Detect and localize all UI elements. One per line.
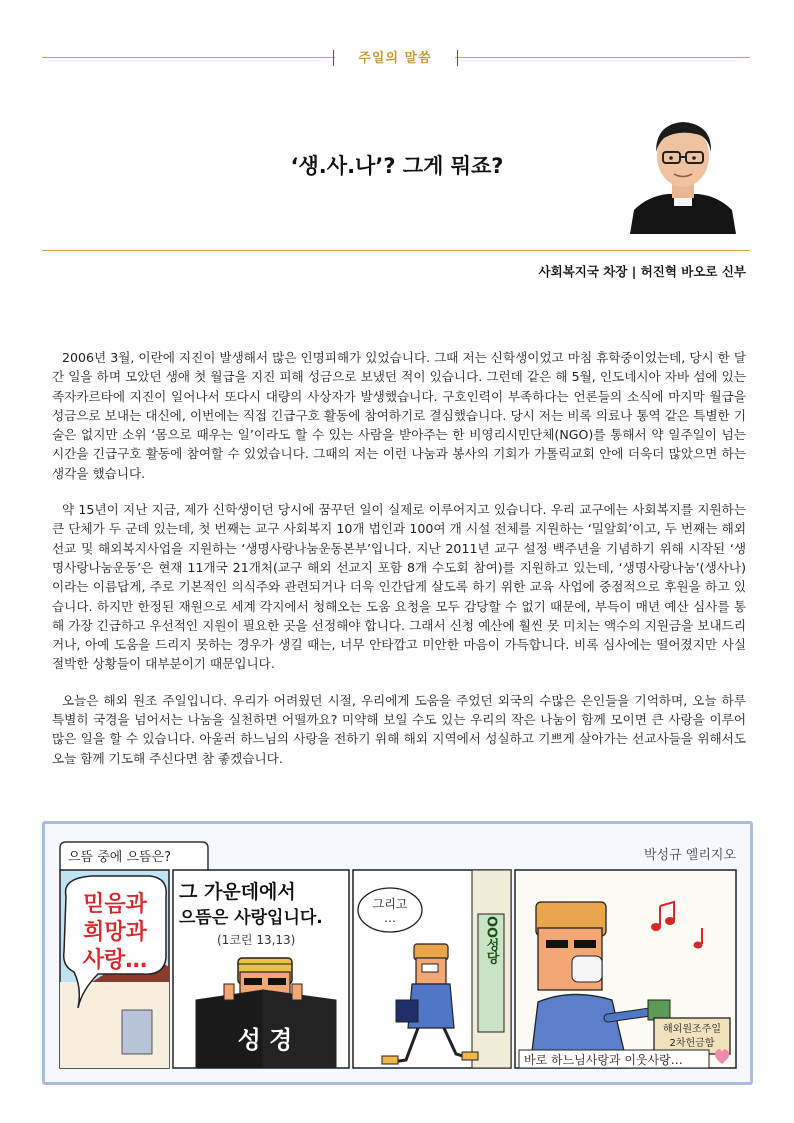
panel3-speech-line1: 그리고 bbox=[372, 897, 408, 911]
byline: 사회복지국 차장 | 허진혁 바오로 신부 bbox=[538, 264, 746, 279]
header-divider-right bbox=[457, 50, 458, 66]
comic-tab-title: 으뜸 중에 으뜸은? bbox=[68, 850, 172, 865]
paragraph-1: 2006년 3월, 이란에 지진이 발생해서 많은 인명피해가 있었습니다. 그때 저는 신학생이었고 마침 휴학중이었는데, 당시 한 달간 일을 하며 모았던 생애 첫 월급을 지진 피해 성금으로 보냈던 적이 있습니다. 그런데 같은 해 5월, 인도네시아 자바 섬에 있는 족자카르타에 지진이 일어나서 또다시 대량의 사상자가 발생했습니다. 구호인력이 부족하다는 언론들의 소식에 마지막 월급을 성금으로 보내는 대신에, 이번에는 직접 긴급구호 활동에 참여하기로 결심했습니다. 당시 저는 비록 의료나 통역 같은 특별한 기술은 없지만 소위 ‘몸으로 때우는 일’이라도 할 수 있는 사람을 받아주는 한 비영리시민단체(NGO)를 통해서 약 일주일이 넘는 시간을 긴급구호 활동에 참여할 수 있었습니다. 그때의 저는 이런 나눔과 봉사의 기회가 가톨릭교회 안에 더욱더 많았으면 하는 생각을 했습니다. bbox=[52, 350, 746, 481]
page-title: ‘생.사.나’? 그게 뭐죠? bbox=[290, 154, 504, 178]
paragraph-2: 약 15년이 지난 지금, 제가 신학생이던 당시에 꿈꾸던 일이 실제로 이루어지고 있습니다. 우리 교구에는 사회복지를 지원하는 큰 단체가 두 군데 있는데, 첫 번째는 교구 사회복지 10개 법인과 100여 개 시설 전체를 지원하는 ‘밀알회’이고, 두 번째는 해외선교 및 해외복지사업을 지원하는 ‘생명사랑나눔운동본부’입니다. 지난 2011년 교구 설정 백주년을 기념하기 위해 시작된 ‘생명사랑나눔운동’은 현재 11개국 21개처(교구 해외 선교지 포함 8개 수도회 참여)를 지원하고 있는데, ‘생명사랑나눔’(생사나)이라는 이름답게, 주로 기본적인 의식주와 관련되거나 더욱 인간답게 살도록 하기 위한 교육 사업에 중점적으로 후원을 하고 있습니다. 하지만 한정된 재원으로 세계 각지에서 청해오는 도움 요청을 모두 감당할 수 없기 때문에, 부득이 매년 예산 심사를 통해 가장 긴급하고 우선적인 지원이 필요한 곳을 선정해야 합니다. 그래서 신청 예산에 훨씬 못 미치는 액수의 지원금을 보내드리거나, 아예 도움을 드리지 못하는 경우가 생길 때는, 너무 안타깝고 미안한 마음이 가득합니다. 비록 심사에는 떨어졌지만 사실 절박한 상황들이 대부분이기 때문입니다. bbox=[52, 502, 746, 672]
section-label: 주일의 말씀 bbox=[335, 47, 455, 66]
panel2-reference: (1코린 13,13) bbox=[217, 933, 296, 947]
header-divider-left bbox=[333, 50, 334, 66]
comic-panel-1 bbox=[60, 870, 169, 1068]
panel3-speech-line2: … bbox=[384, 911, 396, 925]
panel3-church-sign: OO성당 bbox=[483, 915, 499, 965]
priest-portrait bbox=[628, 112, 738, 234]
panel4-box-line2: 2차헌금함 bbox=[669, 1038, 715, 1049]
comic-panel-2 bbox=[173, 870, 349, 1068]
panel2-caption-line1: 그 가운데에서 bbox=[179, 881, 296, 903]
paragraph-3: 오늘은 해외 원조 주일입니다. 우리가 어려웠던 시절, 우리에게 도움을 주었던 외국의 수많은 은인들을 기억하며, 오늘 하루 특별히 국경을 넘어서는 나눔을 실천하면 어떨까요? 미약해 보일 수도 있는 우리의 작은 나눔이 함께 모이면 큰 사랑을 이루어 많은 일을 할 수 있습니다. 아울러 하느님의 사랑을 전하기 위해 해외 지역에서 성실하고 기쁘게 살아가는 선교사들을 위해서도 오늘 함께 기도해 주신다면 참 좋겠습니다. bbox=[52, 692, 746, 766]
comic-author: 박성규 엘리지오 bbox=[643, 848, 736, 863]
comic-panel-4 bbox=[515, 870, 736, 1068]
panel2-caption-line2: 으뜸은 사랑입니다. bbox=[179, 908, 323, 928]
panel2-book-title: 성 경 bbox=[237, 1026, 293, 1054]
panel4-caption: 바로 하느님사랑과 이웃사랑… bbox=[524, 1053, 683, 1067]
panel1-sign-line1: 믿음과 bbox=[83, 892, 147, 917]
comic-strip bbox=[52, 832, 742, 1075]
article-body bbox=[52, 348, 746, 785]
panel1-sign-line2: 희망과 bbox=[83, 920, 147, 945]
panel4-box-line1: 해외원조주일 bbox=[663, 1024, 721, 1035]
header-bottom-rule bbox=[42, 250, 750, 251]
comic-panel-3 bbox=[353, 870, 511, 1068]
panel1-sign-line3: 사랑… bbox=[82, 948, 148, 973]
